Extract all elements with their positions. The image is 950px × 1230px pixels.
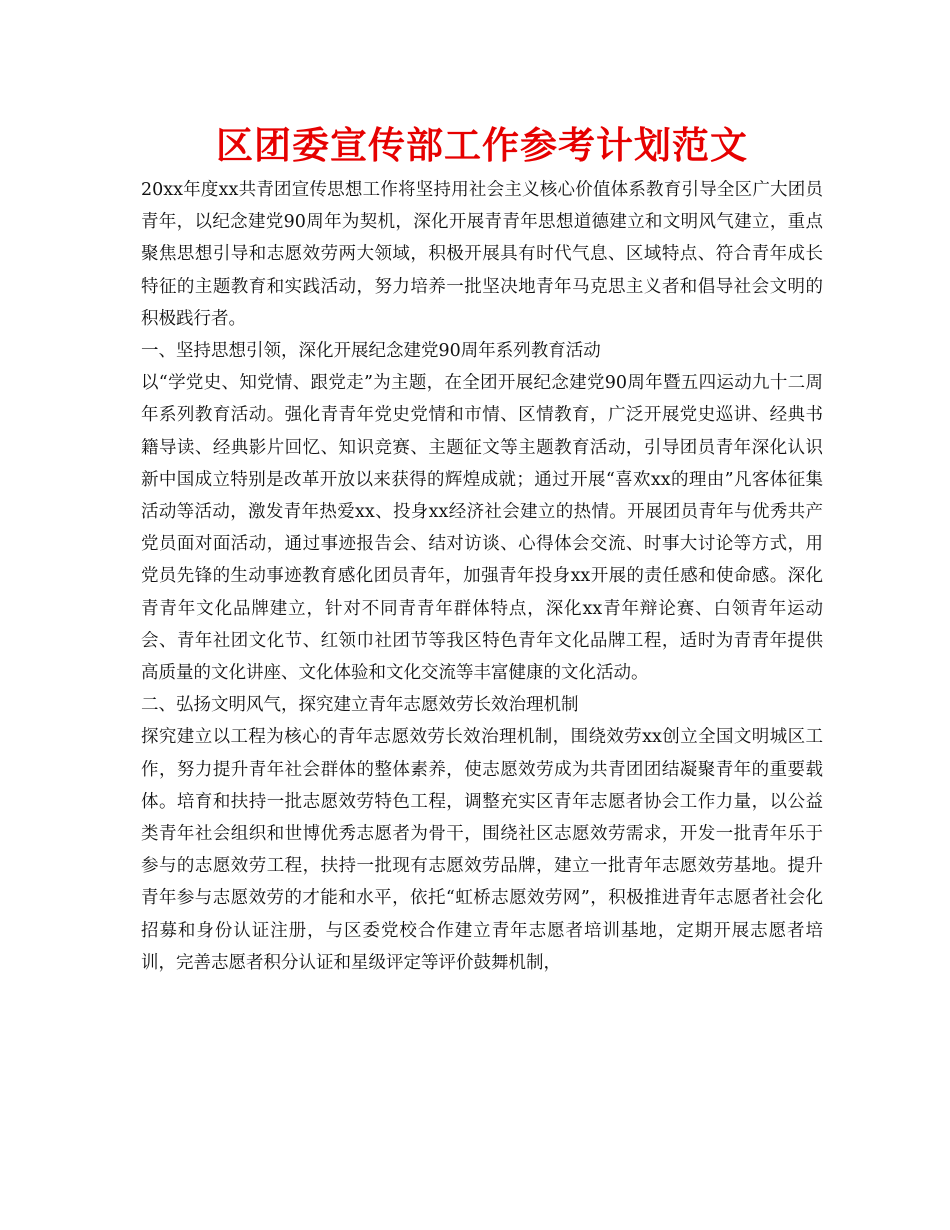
section-2-paragraph: 探究建立以工程为核心的青年志愿效劳长效治理机制，围绕效劳xx创立全国文明城区工作，努力提升青年社会群体的整体素养，使志愿效劳成为共青团团结凝聚青年的重要载体。培育和扶持一批志愿效劳特色工程，调整充实区青年志愿者协会工作力量，以公益类青年社会组织和世博优秀志愿者为骨干，围绕社区志愿效劳需求，开发一批青年乐于参与的志愿效劳工程，扶持一批现有志愿效劳品牌，建立一批青年志愿效劳基地。提升青年参与志愿效劳的才能和水平，依托“虹桥志愿效劳网”，积极推进青年志愿者社会化招募和身份认证注册，与区委党校合作建立青年志愿者培训基地，定期开展志愿者培训，完善志愿者积分认证和星级评定等评价鼓舞机制， [141, 727, 823, 973]
document-title: 区团委宣传部工作参考计划范文 [216, 124, 748, 167]
document-body [141, 174, 823, 979]
intro-paragraph: 20xx年度xx共青团宣传思想工作将坚持用社会主义核心价值体系教育引导全区广大团员青年，以纪念建党90周年为契机，深化开展青青年思想道德建立和文明风气建立，重点聚焦思想引导和志愿效劳两大领域，积极开展具有时代气息、区域特点、符合青年成长特征的主题教育和实践活动，努力培养一批坚决地青年马克思主义者和倡导社会文明的积极践行者。 [141, 180, 823, 329]
section-heading-1: 一、坚持思想引领，深化开展纪念建党90周年系列教育活动 [141, 341, 601, 362]
section-1-paragraph: 以“学党史、知党情、跟党走”为主题，在全团开展纪念建党90周年暨五四运动九十二周年系列教育活动。强化青青年党史党情和市情、区情教育，广泛开展党史巡讲、经典书籍导读、经典影片回忆、知识竞赛、主题征文等主题教育活动，引导团员青年深化认识新中国成立特别是改革开放以来获得的辉煌成就；通过开展“喜欢xx的理由”凡客体征集活动等活动，激发青年热爱xx、投身xx经济社会建立的热情。开展团员青年与优秀共产党员面对面活动，通过事迹报告会、结对访谈、心得体会交流、时事大讨论等方式，用党员先锋的生动事迹教育感化团员青年，加强青年投身xx开展的责任感和使命感。深化青青年文化品牌建立，针对不同青青年群体特点，深化xx青年辩论赛、白领青年运动会、青年社团文化节、红领巾社团节等我区特色青年文化品牌工程，适时为青青年提供高质量的文化讲座、文化体验和文化交流等丰富健康的文化活动。 [141, 373, 823, 684]
document-page [141, 118, 823, 979]
section-heading-2: 二、弘扬文明风气，探究建立青年志愿效劳长效治理机制 [141, 695, 579, 716]
